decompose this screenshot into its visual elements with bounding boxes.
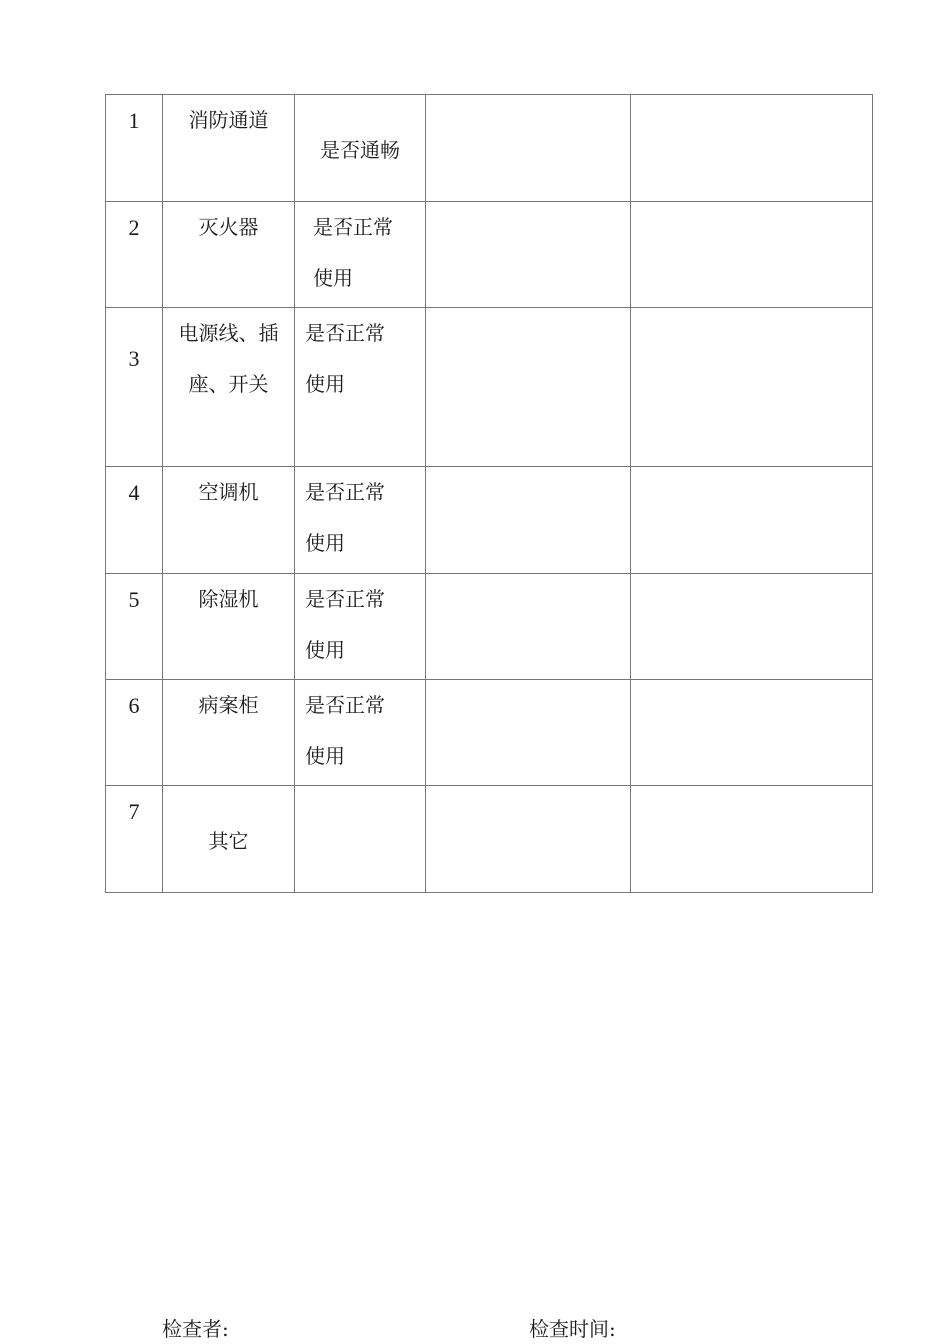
inspection-item: 其它 <box>163 786 295 893</box>
table-row <box>106 786 873 893</box>
table-row <box>106 308 873 467</box>
inspection-standard <box>295 786 426 893</box>
row-number: 4 <box>106 467 163 574</box>
remarks-cell <box>631 786 873 893</box>
inspection-item: 除湿机 <box>163 574 295 680</box>
result-cell <box>426 202 631 308</box>
inspection-item: 消防通道 <box>163 95 295 202</box>
remarks-cell <box>631 308 873 467</box>
table-row <box>106 202 873 308</box>
remarks-cell <box>631 467 873 574</box>
inspection-table <box>105 94 873 893</box>
result-cell <box>426 680 631 786</box>
result-cell <box>426 574 631 680</box>
inspector-label: 检查者: <box>162 1317 229 1341</box>
inspection-item: 空调机 <box>163 467 295 574</box>
table-row <box>106 95 873 202</box>
remarks-cell <box>631 680 873 786</box>
result-cell <box>426 95 631 202</box>
table-row <box>106 680 873 786</box>
remarks-cell <box>631 202 873 308</box>
table-row <box>106 574 873 680</box>
row-number: 2 <box>106 202 163 308</box>
result-cell <box>426 786 631 893</box>
inspection-standard: 是否正常使用 <box>295 202 426 308</box>
result-cell <box>426 308 631 467</box>
inspection-standard: 是否正常使用 <box>295 574 426 680</box>
inspection-standard: 是否通畅 <box>295 95 426 202</box>
row-number: 1 <box>106 95 163 202</box>
inspection-item: 灭火器 <box>163 202 295 308</box>
inspection-item: 病案柜 <box>163 680 295 786</box>
result-cell <box>426 467 631 574</box>
row-number: 3 <box>106 308 163 467</box>
remarks-cell <box>631 574 873 680</box>
remarks-cell <box>631 95 873 202</box>
inspection-item: 电源线、插座、开关 <box>163 308 295 467</box>
inspection-time-label: 检查时间: <box>529 1317 616 1341</box>
table-row <box>106 467 873 574</box>
inspection-standard: 是否正常使用 <box>295 680 426 786</box>
row-number: 5 <box>106 574 163 680</box>
row-number: 7 <box>106 786 163 893</box>
row-number: 6 <box>106 680 163 786</box>
inspection-standard: 是否正常使用 <box>295 467 426 574</box>
inspection-standard: 是否正常使用 <box>295 308 426 467</box>
